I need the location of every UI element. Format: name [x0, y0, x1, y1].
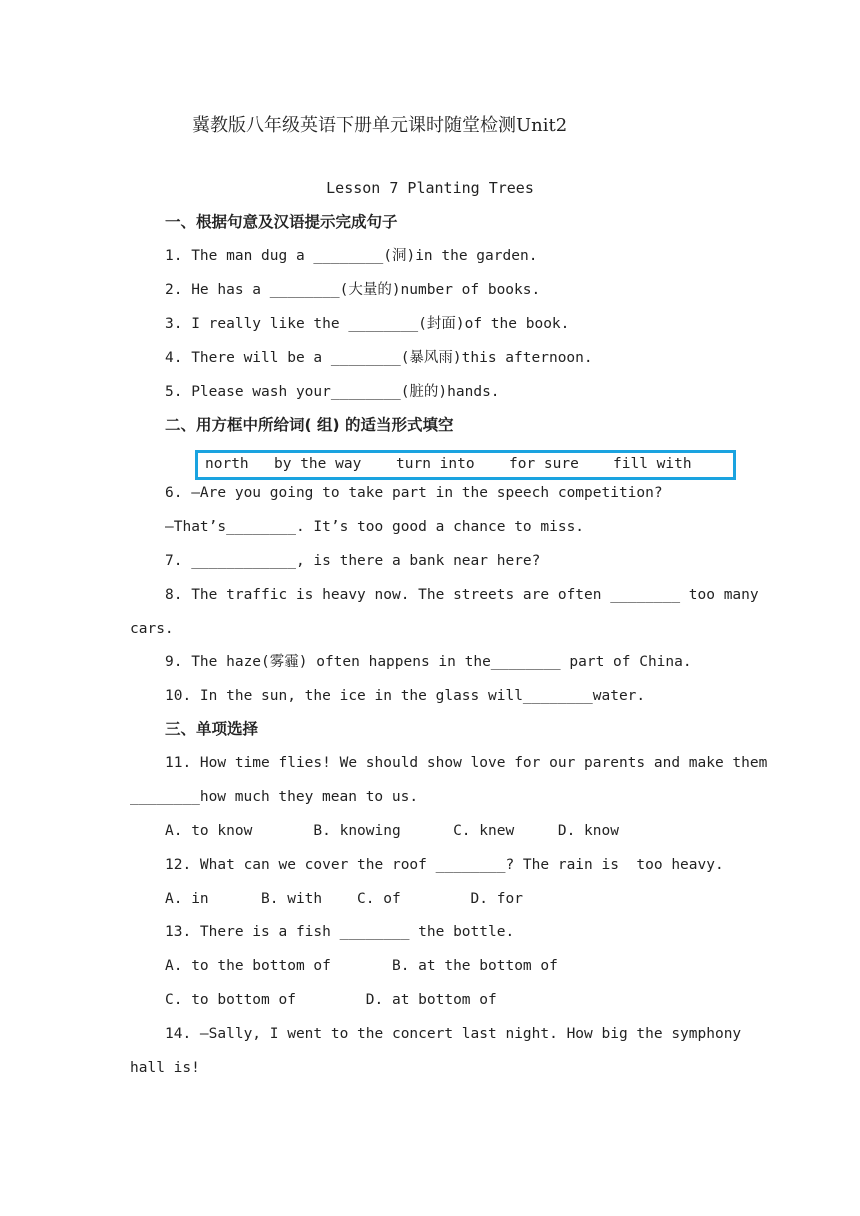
section-3-heading: 三、单项选择	[165, 720, 259, 738]
question-13-options-1: A. to the bottom of B. at the bottom of	[165, 958, 558, 974]
question-8: 8. The traffic is heavy now. The streets are often ________ too many	[165, 587, 759, 603]
word-box-item: turn into	[396, 456, 475, 472]
question-1: 1. The man dug a ________(洞)in the garden.	[165, 248, 538, 264]
question-6-response: —That’s________. It’s too good a chance to miss.	[165, 519, 585, 535]
word-box	[195, 450, 736, 480]
word-box-item: north	[205, 456, 249, 472]
section-1-heading: 一、根据句意及汉语提示完成句子	[165, 213, 398, 231]
question-2: 2. He has a ________(大量的)number of books.	[165, 282, 541, 298]
question-12-options: A. in B. with C. of D. for	[165, 891, 523, 907]
question-11-continued: ________how much they mean to us.	[130, 789, 419, 805]
question-3: 3. I really like the ________(封面)of the book.	[165, 316, 570, 332]
word-box-item: fill with	[613, 456, 692, 472]
question-11-options: A. to know B. knowing C. knew D. know	[165, 823, 619, 839]
question-12: 12. What can we cover the roof ________? The rain is too heavy.	[165, 857, 724, 873]
question-14-continued: hall is!	[130, 1060, 200, 1076]
document-title: 冀教版八年级英语下册单元课时随堂检测Unit2	[192, 115, 568, 136]
question-4: 4. There will be a ________(暴风雨)this afternoon.	[165, 350, 593, 366]
question-7: 7. ____________, is there a bank near here?	[165, 553, 541, 569]
question-14: 14. —Sally, I went to the concert last night. How big the symphony	[165, 1026, 742, 1042]
question-13-options-2: C. to bottom of D. at bottom of	[165, 992, 497, 1008]
lesson-title: Lesson 7 Planting Trees	[326, 179, 534, 197]
question-5: 5. Please wash your________(脏的)hands.	[165, 384, 500, 400]
question-13: 13. There is a fish ________ the bottle.	[165, 924, 515, 940]
question-10: 10. In the sun, the ice in the glass will________water.	[165, 688, 646, 704]
word-box-item: by the way	[274, 456, 362, 472]
question-8-continued: cars.	[130, 621, 174, 637]
section-2-heading: 二、用方框中所给词( 组) 的适当形式填空	[165, 416, 454, 434]
question-6: 6. —Are you going to take part in the speech competition?	[165, 485, 663, 501]
question-11: 11. How time flies! We should show love for our parents and make them	[165, 755, 768, 771]
question-9: 9. The haze(雾霾) often happens in the________ part of China.	[165, 654, 692, 670]
word-box-item: for sure	[509, 456, 579, 472]
